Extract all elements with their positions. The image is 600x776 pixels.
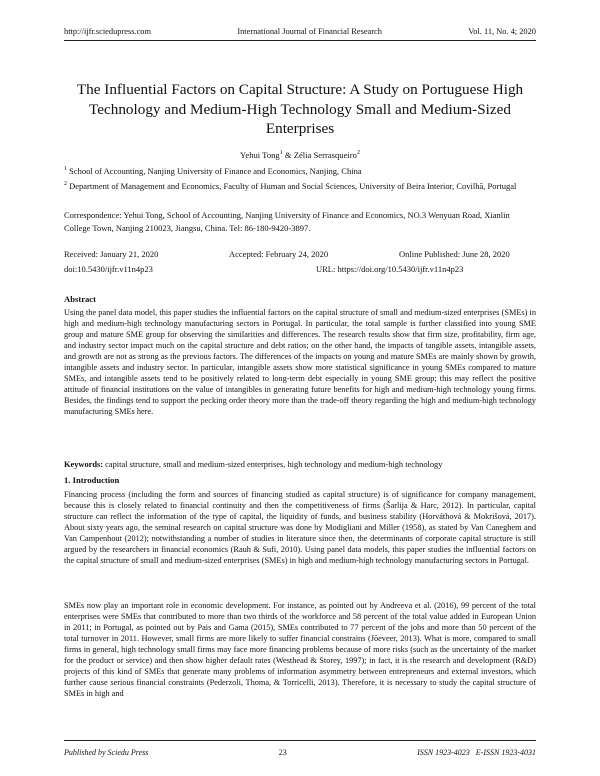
- published-date: Online Published: June 28, 2020: [399, 249, 510, 259]
- affiliation-1: [64, 165, 536, 178]
- keywords: [64, 460, 536, 469]
- journal-url[interactable]: http://ijfr.sciedupress.com: [64, 27, 151, 36]
- page-footer: [64, 748, 536, 757]
- received-date: Received: January 21, 2020: [64, 249, 159, 259]
- doi-url[interactable]: URL: https://doi.org/10.5430/ijfr.v11n4p23: [316, 264, 464, 274]
- author-2: Zélia Serrasqueiro: [293, 150, 357, 160]
- author-conjunction: &: [282, 150, 294, 160]
- affiliation-2: [64, 180, 536, 193]
- correspondence: Correspondence: Yehui Tong, School of Accounting, Nanjing University of Finance and Economics, NO.3 Wenyuan Road, Xianlin College Town, Nanjing 210023, Jiangsu, China. Tel: 86-180-9420-3897.: [64, 210, 510, 233]
- volume-info: Vol. 11, No. 4; 2020: [468, 27, 536, 36]
- affiliation-2-sup: 2: [64, 181, 67, 188]
- intro-paragraph-1: Financing process (including the form and sources of financing studied as capital structure) is of significance for company management, because this is closely related to financial continuity and then the competitiveness of firms (Šarlija & Harc, 2012). In particular, capital structure can reflect the information of the type of capital, the liquidity of funds, and business stability (Horváthová & Mokrišová, 2017). About sixty years ago, the seminal research on capital structure was done by Modigliani and Miller (1958), as stated by Van Caneghem and Van Campenhout (2012); notwithstanding a number of studies in literature since then, the determinants of corporate capital structure is still argued by the researchers in financial economics (Rauh & Sufi, 2010). Using panel data models, this paper studies the influential factors on the capital structure of small and medium-sized enterprises (SMEs) in high and medium-high technology manufacturing sectors in Portugal.: [64, 490, 536, 566]
- affiliation-1-text: School of Accounting, Nanjing University of Finance and Economics, Nanjing, China: [69, 166, 362, 176]
- affiliation-2-text: Department of Management and Economics, Faculty of Human and Social Sciences, University of Beira Interior, Covilhã, Portugal: [69, 181, 517, 191]
- footer-rule: [64, 740, 536, 741]
- accepted-date: Accepted: February 24, 2020: [229, 249, 329, 259]
- author-2-sup: 2: [356, 150, 360, 157]
- keywords-label: Keywords:: [64, 460, 104, 469]
- doi: doi:10.5430/ijfr.v11n4p23: [64, 264, 153, 274]
- intro-paragraph-2: SMEs now play an important role in economic development. For instance, as pointed out by Andreeva et al. (2016), 99 percent of the total enterprises were SMEs that contributed to more than two thirds of the workforce and 58 percent of the total value added in European Union in 2011; in Portugal, as pointed out by Pais and Gama (2015), SMEs contributed to 77 percent of the jobs and more than 50 percent of the total turnover in 2011. However, small firms are more likely to suffer financial constrains (Jõeveer, 2013). What is more, compared to small firms in general, high technology small firms may face more financing problems because of more risks (such as the uncertainty of the market for the product or service) and then show higher default rates (Westhead & Storey, 1997); in fact, it is the research and development (R&D) projects of this kind of SMEs that generate many problems of information asymmetry between entrepreneurs and external investors, which further cause serious financial constraints (Pederzoli, Thoma, & Torricelli, 2013). Therefore, it is necessary to study the capital structure of SMEs in high and: [64, 601, 536, 699]
- author-line: [64, 150, 536, 160]
- publisher: Published by Sciedu Press: [64, 748, 149, 757]
- page-number: 23: [278, 748, 287, 757]
- author-1: Yehui Tong: [240, 150, 280, 160]
- intro-heading: 1. Introduction: [64, 475, 120, 485]
- header-rule: [64, 40, 536, 41]
- abstract-heading: Abstract: [64, 294, 96, 304]
- author-1-sup: 1: [279, 150, 283, 157]
- abstract-text: Using the panel data model, this paper studies the influential factors on the capital structure of small and medium-sized enterprises (SMEs) in high and medium-high technology manufacturing sectors in Portugal. In particular, the total sample is further classified into young SME group and mature SME group for observing the similarities and differences. The research results show that firm size, profitability, firm age, and industry sector impact much on the capital structure and debt ratios; on the other hand, the impacts of tangible assets, intangible assets, and growth are not as strong as the previous factors. The differences of the impacts on young and mature SMEs are mainly shown by growth, intangible assets and industry sector. In particular, intangible assets show more statistical significance in young SMEs compared to mature SMEs, and intangible assets tend to be positively related to long-term debt especially in young SME group; this may reflect the positive attitude of financial institutions on the value of intangibles in generating future benefits for high and medium-high technology young firms. Besides, the findings tend to support the pecking order theory more than the trade-off theory regarding the high and medium-high technology manufacturing SMEs here.: [64, 308, 536, 417]
- journal-name: International Journal of Financial Research: [237, 27, 382, 36]
- running-header: [64, 27, 536, 36]
- affiliation-1-sup: 1: [64, 166, 67, 173]
- issn: ISSN 1923-4023 E-ISSN 1923-4031: [417, 748, 536, 757]
- keywords-text: capital structure, small and medium-sized enterprises, high technology and medium-high technology: [103, 460, 443, 469]
- paper-title: The Influential Factors on Capital Structure: A Study on Portuguese High Technology and Medium-High Technology Small and Medium-Sized Enterprises: [76, 81, 524, 137]
